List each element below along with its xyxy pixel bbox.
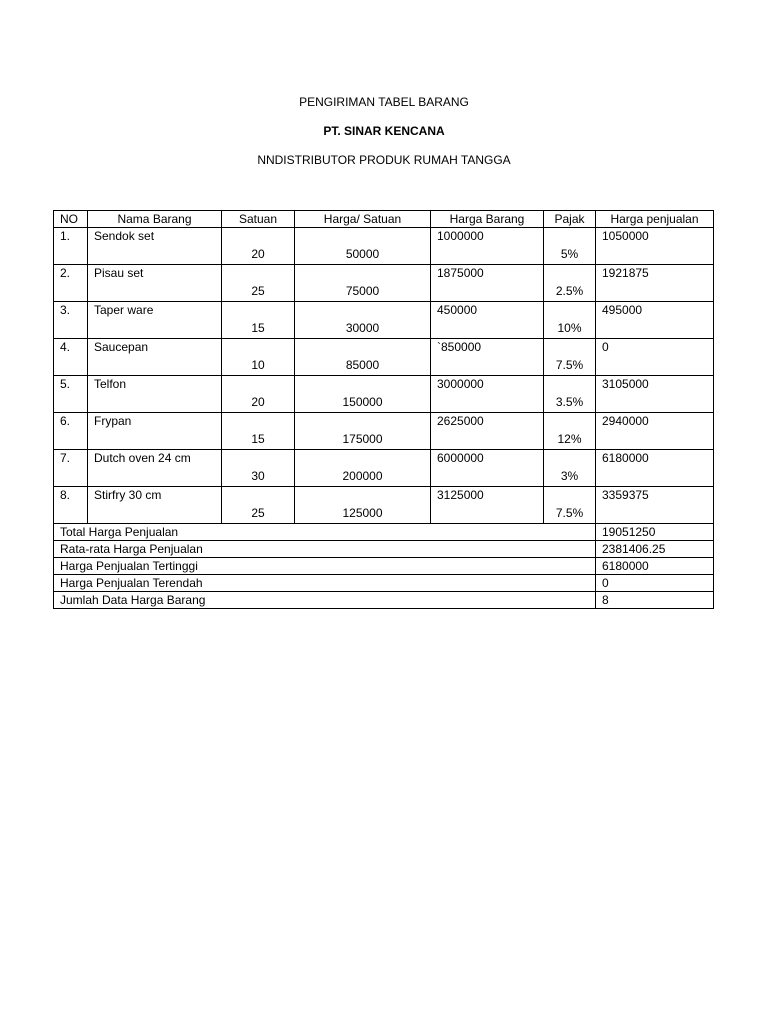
cell-no: 6. <box>54 413 88 450</box>
summary-section <box>54 524 714 609</box>
cell-harga-satuan: 200000 <box>295 450 431 487</box>
cell-no: 8. <box>54 487 88 524</box>
cell-satuan: 20 <box>222 376 295 413</box>
table-row <box>54 265 714 302</box>
cell-harga-barang: 1875000 <box>431 265 544 302</box>
cell-harga-barang: 3000000 <box>431 376 544 413</box>
summary-value-max: 6180000 <box>596 558 714 575</box>
table-row <box>54 339 714 376</box>
table-row <box>54 228 714 265</box>
cell-nama-barang: Dutch oven 24 cm <box>88 450 222 487</box>
cell-no: 2. <box>54 265 88 302</box>
cell-harga-satuan: 85000 <box>295 339 431 376</box>
cell-nama-barang: Taper ware <box>88 302 222 339</box>
summary-row <box>54 524 714 541</box>
cell-pajak: 7.5% <box>544 487 596 524</box>
cell-nama-barang: Sendok set <box>88 228 222 265</box>
cell-satuan: 30 <box>222 450 295 487</box>
summary-value-average: 2381406.25 <box>596 541 714 558</box>
cell-satuan: 25 <box>222 487 295 524</box>
table-row <box>54 302 714 339</box>
summary-row <box>54 592 714 609</box>
header-harga-barang: Harga Barang <box>431 211 544 228</box>
cell-satuan: 15 <box>222 413 295 450</box>
cell-satuan: 10 <box>222 339 295 376</box>
cell-harga-penjualan: 1050000 <box>596 228 714 265</box>
summary-label-average: Rata-rata Harga Penjualan <box>54 541 596 558</box>
cell-pajak: 7.5% <box>544 339 596 376</box>
header-row <box>54 211 714 228</box>
summary-label-max: Harga Penjualan Tertinggi <box>54 558 596 575</box>
header-pajak: Pajak <box>544 211 596 228</box>
cell-harga-barang: 1000000 <box>431 228 544 265</box>
cell-nama-barang: Saucepan <box>88 339 222 376</box>
document-subtitle: NNDISTRIBUTOR PRODUK RUMAH TANGGA <box>257 153 511 167</box>
table-body <box>54 228 714 524</box>
cell-nama-barang: Stirfry 30 cm <box>88 487 222 524</box>
cell-nama-barang: Pisau set <box>88 265 222 302</box>
cell-satuan: 25 <box>222 265 295 302</box>
cell-harga-barang: 2625000 <box>431 413 544 450</box>
cell-harga-barang: 6000000 <box>431 450 544 487</box>
cell-no: 4. <box>54 339 88 376</box>
table-row <box>54 413 714 450</box>
goods-table <box>53 210 714 609</box>
summary-row <box>54 575 714 592</box>
cell-no: 3. <box>54 302 88 339</box>
table-row <box>54 450 714 487</box>
cell-no: 1. <box>54 228 88 265</box>
summary-value-min: 0 <box>596 575 714 592</box>
cell-harga-penjualan: 495000 <box>596 302 714 339</box>
cell-satuan: 20 <box>222 228 295 265</box>
summary-label-count: Jumlah Data Harga Barang <box>54 592 596 609</box>
cell-nama-barang: Telfon <box>88 376 222 413</box>
summary-row <box>54 541 714 558</box>
cell-harga-penjualan: 3359375 <box>596 487 714 524</box>
cell-no: 7. <box>54 450 88 487</box>
header-harga-satuan: Harga/ Satuan <box>295 211 431 228</box>
cell-nama-barang: Frypan <box>88 413 222 450</box>
cell-pajak: 3% <box>544 450 596 487</box>
cell-harga-penjualan: 6180000 <box>596 450 714 487</box>
cell-harga-satuan: 150000 <box>295 376 431 413</box>
cell-no: 5. <box>54 376 88 413</box>
cell-pajak: 5% <box>544 228 596 265</box>
summary-row <box>54 558 714 575</box>
cell-harga-barang: `850000 <box>431 339 544 376</box>
table-row <box>54 487 714 524</box>
cell-harga-satuan: 50000 <box>295 228 431 265</box>
cell-satuan: 15 <box>222 302 295 339</box>
summary-value-total: 19051250 <box>596 524 714 541</box>
cell-pajak: 2.5% <box>544 265 596 302</box>
cell-harga-satuan: 75000 <box>295 265 431 302</box>
cell-harga-satuan: 125000 <box>295 487 431 524</box>
cell-harga-barang: 450000 <box>431 302 544 339</box>
table-header <box>54 211 714 228</box>
cell-harga-satuan: 175000 <box>295 413 431 450</box>
summary-label-min: Harga Penjualan Terendah <box>54 575 596 592</box>
cell-harga-penjualan: 3105000 <box>596 376 714 413</box>
cell-pajak: 3.5% <box>544 376 596 413</box>
table-row <box>54 376 714 413</box>
cell-pajak: 10% <box>544 302 596 339</box>
summary-label-total: Total Harga Penjualan <box>54 524 596 541</box>
cell-harga-penjualan: 2940000 <box>596 413 714 450</box>
cell-harga-barang: 3125000 <box>431 487 544 524</box>
cell-harga-penjualan: 0 <box>596 339 714 376</box>
header-satuan: Satuan <box>222 211 295 228</box>
cell-harga-satuan: 30000 <box>295 302 431 339</box>
company-name: PT. SINAR KENCANA <box>323 124 445 138</box>
cell-pajak: 12% <box>544 413 596 450</box>
cell-harga-penjualan: 1921875 <box>596 265 714 302</box>
header-nama-barang: Nama Barang <box>88 211 222 228</box>
document-title: PENGIRIMAN TABEL BARANG <box>299 95 469 109</box>
summary-value-count: 8 <box>596 592 714 609</box>
header-no: NO <box>54 211 88 228</box>
header-harga-penjualan: Harga penjualan <box>596 211 714 228</box>
